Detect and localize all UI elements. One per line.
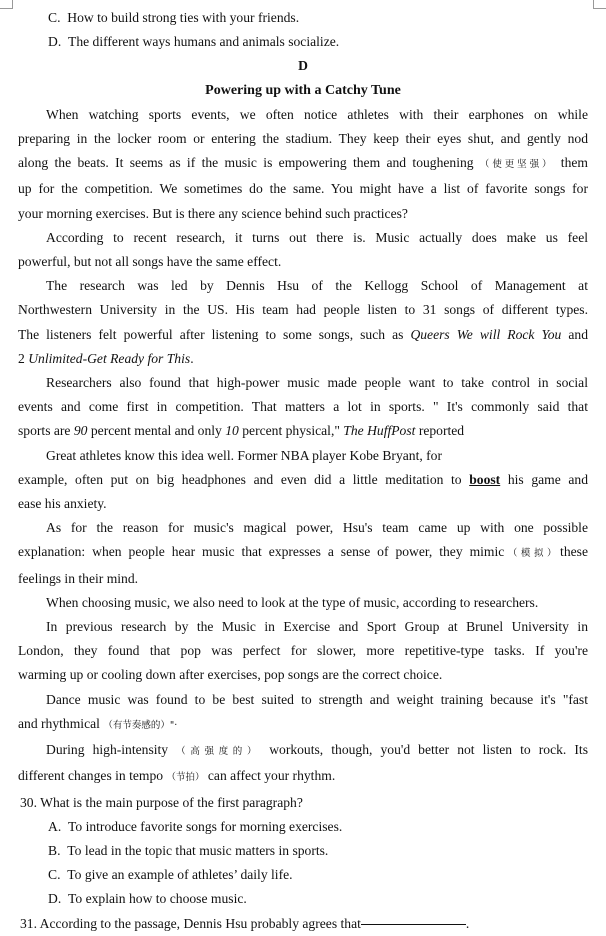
paragraph-line: According to recent research, it turns out there is. Music actually does make us feel <box>46 229 588 245</box>
paragraph-line: London, they found that pop was perfect for slower, more repetitive-type tasks. If you're <box>18 643 588 659</box>
question-30-option-d[interactable]: D. To explain how to choose music. <box>48 891 247 907</box>
paragraph-line: Great athletes know this idea well. Former NBA player Kobe Bryant, for <box>46 447 443 463</box>
paragraph-line: example, often put on big headphones and even did a little meditation to boost his game and <box>18 471 588 487</box>
paragraph-line: up for the competition. We sometimes do the same. You might have a list of favorite songs for <box>18 181 588 197</box>
paragraph-7 <box>18 591 588 615</box>
paragraph-line: powerful, but not all songs have the same effect. <box>18 254 282 270</box>
paragraph-line: In previous research by the Music in Exercise and Sport Group at Brunel University in <box>46 619 588 635</box>
paragraph-line: The listeners felt powerful after listening to some songs, such as Queers We will Rock You and <box>18 326 589 342</box>
paragraph-line: different changes in tempo （节拍） can affect your rhythm. <box>18 768 336 784</box>
paragraph-1 <box>18 103 588 226</box>
paragraph-line: As for the reason for music's magical power, Hsu's team came up with one possible <box>46 520 588 536</box>
question-31-stem: 31. According to the passage, Dennis Hsu probably agrees that . <box>20 915 470 931</box>
question-30-option-b[interactable]: B. To lead in the topic that music matters in sports. <box>48 842 329 858</box>
paragraph-line: Researchers also found that high-power music made people want to take control in social <box>46 375 588 391</box>
paragraph-line: ease his anxiety. <box>18 496 107 512</box>
paragraph-line: preparing in the locker room or entering the stadium. They keep their eyes shut, and gently nod <box>18 131 588 147</box>
option-text: How to build strong ties with your friends. <box>67 10 300 25</box>
source-name: The HuffPost <box>343 423 416 439</box>
paragraph-line: During high-intensity （高强度的） workouts, though, you'd better not listen to rock. Its <box>46 742 588 758</box>
underlined-word-boost: boost <box>469 471 501 487</box>
paragraph-line: 2 Unlimited-Get Ready for This. <box>18 350 194 366</box>
paragraph-line: The research was led by Dennis Hsu of the Kellogg School of Management at <box>46 278 588 294</box>
song-title: Queers We will Rock You <box>410 326 562 342</box>
page-corner-mark-left <box>0 0 13 9</box>
section-letter: D <box>298 58 308 74</box>
paragraph-line: explanation: when people hear music that expresses a sense of power, they mimic（模拟）these <box>18 544 588 560</box>
chinese-gloss: （有节奏感的）"· <box>103 719 178 731</box>
article-title: Powering up with a Catchy Tune <box>205 82 401 98</box>
question-30-stem: 30. What is the main purpose of the first paragraph? <box>20 794 303 810</box>
paragraph-line: sports are 90 percent mental and only 10 percent physical," The HuffPost reported <box>18 423 465 439</box>
previous-option-d <box>18 30 588 54</box>
paragraph-line: your morning exercises. But is there any science behind such practices? <box>18 205 408 221</box>
paragraph-line: Northwestern University in the US. His team had people listen to 31 songs of different types. <box>18 302 588 318</box>
paragraph-3 <box>18 274 588 371</box>
answer-blank[interactable] <box>361 924 466 925</box>
paragraph-9 <box>18 688 588 738</box>
option-letter: C. <box>48 10 61 25</box>
chinese-gloss: （节拍） <box>166 772 205 784</box>
chinese-gloss: （使更坚强） <box>479 159 555 171</box>
paragraph-line: When watching sports events, we often notice athletes with their earphones on while <box>46 106 588 122</box>
paragraph-line: events and come first in competition. That matters a lot in sports. " It's commonly said that <box>18 399 588 415</box>
page-corner-mark-right <box>593 0 606 9</box>
question-30-option-a[interactable]: A. To introduce favorite songs for morning exercises. <box>48 818 343 834</box>
chinese-gloss: （高强度的） <box>176 746 262 758</box>
question-30-option-c[interactable]: C. To give an example of athletes’ daily life. <box>48 867 293 883</box>
paragraph-5 <box>18 444 588 517</box>
song-title: Unlimited-Get Ready for This <box>28 350 191 366</box>
paragraph-line: along the beats. It seems as if the music is empowering them and toughening （使更坚强） them <box>18 155 588 171</box>
paragraph-line: Dance music was found to be best suited to strength and weight training because it's "fast <box>46 691 588 707</box>
paragraph-2 <box>18 226 588 274</box>
paragraph-6 <box>18 516 588 591</box>
chinese-gloss: （模拟） <box>504 548 561 560</box>
option-text: The different ways humans and animals socialize. <box>68 34 340 50</box>
paragraph-line: and rhythmical （有节奏感的）"· <box>18 715 178 731</box>
previous-option-c <box>18 6 588 30</box>
paragraph-10 <box>18 738 588 790</box>
paragraph-line: When choosing music, we also need to look at the type of music, according to researchers. <box>46 594 539 610</box>
document-page <box>18 6 588 936</box>
paragraph-8 <box>18 615 588 688</box>
paragraph-line: feelings in their mind. <box>18 570 139 586</box>
paragraph-line: warming up or cooling down after exercises, pop songs are the correct choice. <box>18 667 443 683</box>
option-letter: D. <box>48 34 62 50</box>
paragraph-4 <box>18 371 588 444</box>
